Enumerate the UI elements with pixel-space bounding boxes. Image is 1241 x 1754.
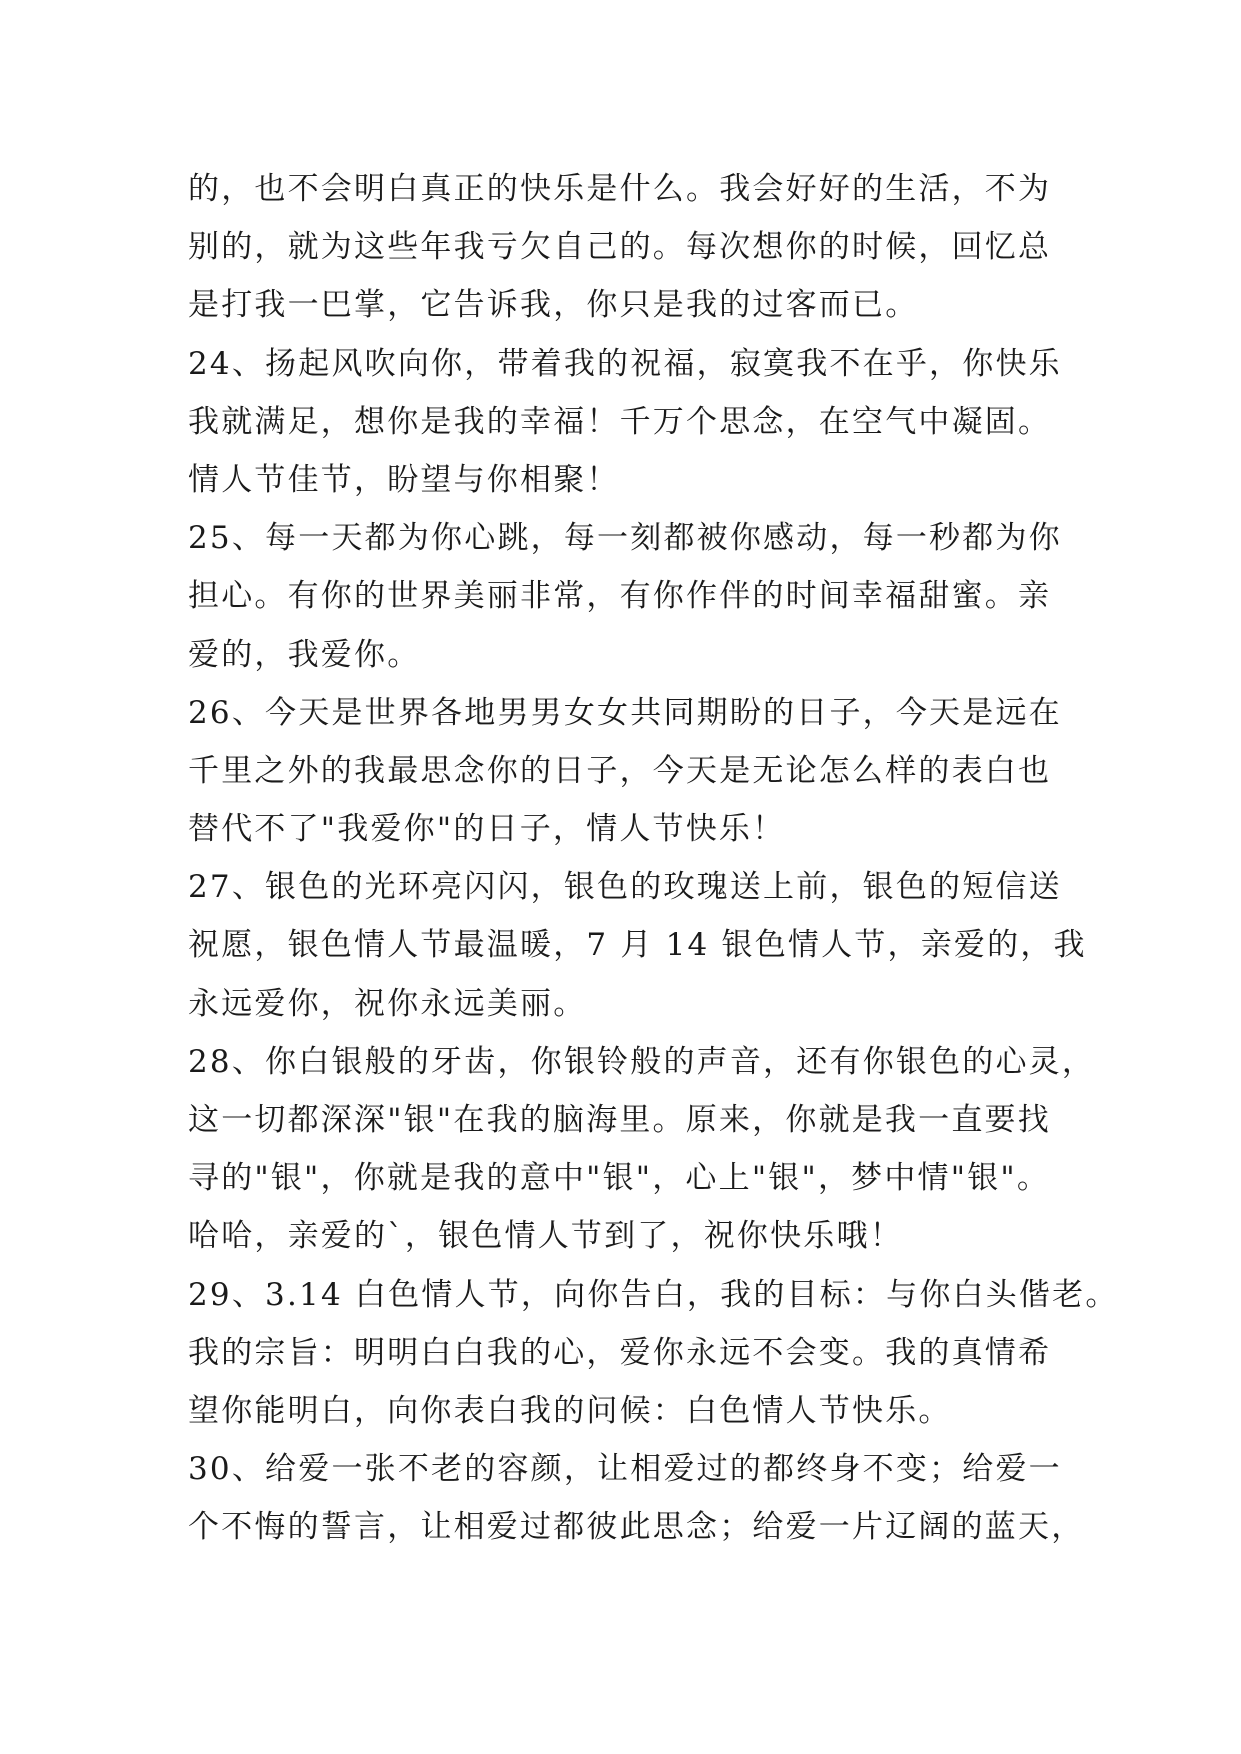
text-line: 哈哈，亲爱的`，银色情人节到了，祝你快乐哦！ [188,1218,903,1255]
text-line: 我就满足，想你是我的幸福！千万个思念，在空气中凝固。 [188,403,1052,440]
text-line: 的，也不会明白真正的快乐是什么。我会好好的生活，不为 [188,171,1052,207]
body-text [188,160,1119,1557]
text-line: 26、今天是世界各地男男女女共同期盼的日子，今天是远在 [188,694,1062,731]
text-line: 别的，就为这些年我亏欠自己的。每次想你的时候，回忆总 [188,229,1052,266]
text-line: 28、你白银般的牙齿，你银铃般的声音，还有你银色的心灵， [188,1043,1096,1080]
text-line: 望你能明白，向你表白我的问候：白色情人节快乐。 [188,1392,952,1429]
text-line: 个不悔的誓言，让相爱过都彼此思念；给爱一片辽阔的蓝天， [188,1509,1085,1546]
text-line: 情人节佳节，盼望与你相聚！ [188,461,620,498]
text-line: 27、银色的光环亮闪闪，银色的玫瑰送上前，银色的短信送 [188,869,1062,906]
text-line: 寻的"银"，你就是我的意中"银"，心上"银"，梦中情"银"。 [188,1160,1051,1197]
text-line: 29、3.14 白色情人节，向你告白，我的目标：与你白头偕老。 [188,1276,1119,1313]
text-line: 祝愿，银色情人节最温暖，7 月 14 银色情人节，亲爱的，我 [188,927,1087,964]
text-line: 24、扬起风吹向你，带着我的祝福，寂寞我不在乎，你快乐 [188,345,1062,382]
text-line: 爱的，我爱你。 [188,636,421,673]
text-line: 这一切都深深"银"在我的脑海里。原来，你就是我一直要找 [188,1102,1051,1138]
text-line: 30、给爱一张不老的容颜，让相爱过的都终身不变；给爱一 [188,1451,1062,1488]
text-line: 替代不了"我爱你"的日子，情人节快乐！ [188,811,786,848]
text-line: 千里之外的我最思念你的日子，今天是无论怎么样的表白也 [188,752,1052,789]
text-line: 担心。有你的世界美丽非常，有你作伴的时间幸福甜蜜。亲 [188,578,1052,615]
text-line: 我的宗旨：明明白白我的心，爱你永远不会变。我的真情希 [188,1334,1052,1371]
text-line: 25、每一天都为你心跳，每一刻都被你感动，每一秒都为你 [188,520,1062,557]
text-line: 永远爱你，祝你永远美丽。 [188,985,587,1022]
text-line: 是打我一巴掌，它告诉我，你只是我的过客而已。 [188,287,919,324]
